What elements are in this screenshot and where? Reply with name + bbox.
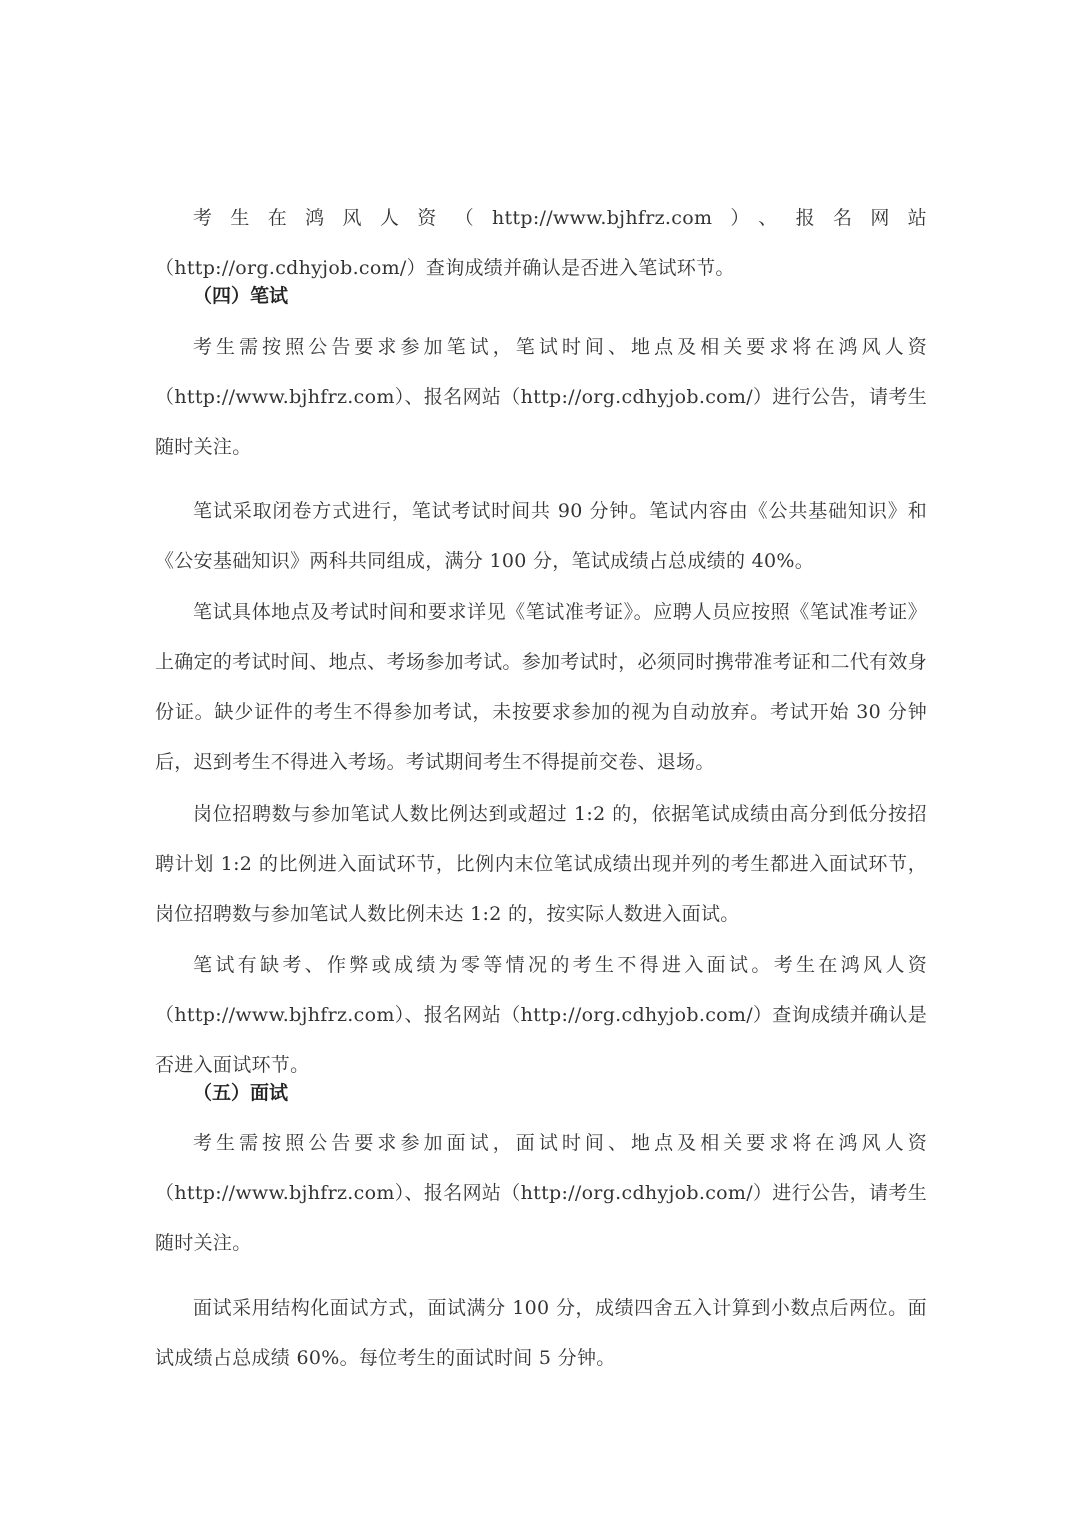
paragraph-disqualification: 笔试有缺考、作弊或成绩为零等情况的考生不得进入面试。考生在鸿风人资（http://www.bjhfrz.com）、报名网站（http://org.cdhyjob.com/）查询成绩并确认是否进入面试环节。 <box>155 954 927 1076</box>
section-heading-written-exam: （四）笔试 <box>193 285 289 307</box>
section-heading-interview: （五）面试 <box>193 1082 289 1104</box>
paragraph-score-query: 考生在鸿风人资（http://www.bjhfrz.com）、报名网站（http://org.cdhyjob.com/）查询成绩并确认是否进入笔试环节。 <box>155 207 927 279</box>
paragraph-written-exam-rules: 笔试具体地点及考试时间和要求详见《笔试准考证》。应聘人员应按照《笔试准考证》上确定的考试时间、地点、考场参加考试。参加考试时，必须同时携带准考证和二代有效身份证。缺少证件的考生不得参加考试，未按要求参加的视为自动放弃。考试开始 30 分钟后，迟到考生不得进入考场。考试期间考生不得提前交卷、退场。 <box>155 601 928 773</box>
paragraph-written-exam-format: 笔试采取闭卷方式进行，笔试考试时间共 90 分钟。笔试内容由《公共基础知识》和《公安基础知识》两科共同组成，满分 100 分，笔试成绩占总成绩的 40%。 <box>155 500 927 572</box>
paragraph-interview-format: 面试采用结构化面试方式，面试满分 100 分，成绩四舍五入计算到小数点后两位。面试成绩占总成绩 60%。每位考生的面试时间 5 分钟。 <box>155 1297 927 1369</box>
paragraph-interview-ratio: 岗位招聘数与参加笔试人数比例达到或超过 1:2 的，依据笔试成绩由高分到低分按招聘计划 1:2 的比例进入面试环节，比例内末位笔试成绩出现并列的考生都进入面试环节，岗位招聘数与参加笔试人数比例未达 1:2 的，按实际人数进入面试。 <box>155 803 927 925</box>
paragraph-written-exam-notice: 考生需按照公告要求参加笔试，笔试时间、地点及相关要求将在鸿风人资（http://www.bjhfrz.com）、报名网站（http://org.cdhyjob.com/）进行公告，请考生随时关注。 <box>155 336 927 458</box>
paragraph-interview-notice: 考生需按照公告要求参加面试，面试时间、地点及相关要求将在鸿风人资（http://www.bjhfrz.com）、报名网站（http://org.cdhyjob.com/）进行公告，请考生随时关注。 <box>155 1132 927 1254</box>
